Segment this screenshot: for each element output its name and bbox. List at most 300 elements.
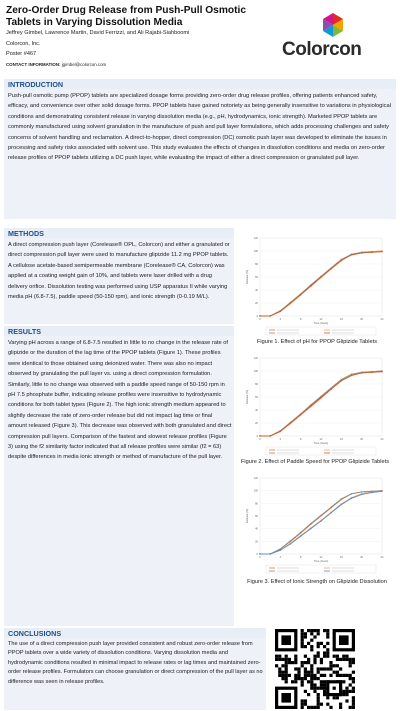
x-axis-label: Time (hours)	[313, 322, 329, 325]
qr-module	[323, 690, 326, 693]
results-text: Varying pH across a range of 6.8-7.5 resulted in little to no change in the release rate of glipizide or the duration of the lag time of the PPOP tablets (Figure 1). These profiles were identical to those obtained using deionized water. There was also no impact observed by granulating the pull layer vs. using a direct compression formulation. Similarly, little to no change was observed with a paddle speed range of 50-150 rpm in pH 7.5 phosphate buffer, indicating release profiles were insensitive to hydrodynamic conditions for both tablet types (Figure 2). The high ionic strength medium appeared to slightly decrease the rate of zero-order release but did not impact lag time or final amount released (Figure 3). This decrease was observed with both granulated and direct compression pull layers. Comparison of the fastest and slowest release profiles (Figure 3) using the f2 similarity factor indicated that all release profiles were similar (f2 = 63) despite differences in media ionic strength or method of manufacture of the pull layer.	[8, 340, 232, 461]
qr-module	[339, 658, 342, 661]
y-tick-label: 60	[255, 276, 258, 279]
y-tick-label: 40	[255, 409, 258, 412]
x-tick-label: 16	[339, 556, 343, 559]
qr-module	[281, 677, 284, 680]
qr-module	[336, 671, 339, 674]
data-point	[300, 532, 301, 533]
data-point	[300, 294, 301, 295]
qr-module	[349, 677, 352, 680]
authors: Jeffrey Gimbel, Lawrence Martin, David Ferrizzi, and Ali Rajabi-Siahboomi	[6, 30, 190, 36]
data-point	[256, 435, 260, 438]
qr-module	[323, 687, 326, 690]
qr-module	[307, 671, 310, 674]
conclusions-text: The use of a direct compression push layer provided consistent and robust zero-order release from PPOP tablets over a wide variety of dissolution conditions. Varying dissolution media and hydrodynamic conditions resulted in minimal impact to release rates or lag times and maintained zero-order release profiles. Formulators can choose granulation or direct compression of the pull layer as no difference was seen in release profiles.	[8, 641, 263, 685]
qr-module	[323, 655, 326, 658]
qr-module	[323, 680, 326, 683]
qr-module	[317, 642, 320, 645]
figure-3-chart	[240, 470, 396, 578]
data-point	[330, 389, 331, 390]
data-point	[351, 374, 352, 375]
poster-number: Poster #467	[6, 51, 37, 57]
qr-module	[294, 677, 297, 680]
qr-module	[313, 661, 316, 664]
qr-module	[313, 674, 316, 677]
qr-module	[320, 658, 323, 661]
data-point	[280, 311, 281, 312]
data-point	[361, 494, 362, 495]
methods-heading: METHODS	[8, 229, 44, 238]
qr-module	[317, 693, 320, 696]
qr-module	[307, 661, 310, 664]
y-tick-label: 20	[255, 422, 258, 425]
data-point	[300, 414, 301, 415]
qr-module	[313, 658, 316, 661]
qr-module	[301, 635, 304, 638]
figure-2-caption: Figure 2. Effect of Paddle Speed for PPOP Glipizide Tablets	[240, 459, 389, 465]
qr-module	[310, 648, 313, 651]
y-tick-label: 0	[256, 315, 258, 318]
qr-module	[301, 699, 304, 702]
qr-module	[326, 696, 329, 699]
methods-heading-bar	[4, 228, 234, 238]
qr-module	[285, 680, 288, 683]
poster-header	[0, 0, 400, 78]
qr-module	[320, 667, 323, 670]
qr-module	[313, 677, 316, 680]
x-tick-label: 8	[299, 556, 302, 559]
y-tick-label: 100	[253, 370, 258, 373]
data-point	[269, 553, 270, 554]
qr-module	[304, 645, 307, 648]
x-tick-label: 4	[279, 438, 282, 441]
qr-module	[352, 703, 355, 706]
qr-module	[342, 674, 345, 677]
qr-module	[297, 674, 300, 677]
qr-module	[317, 696, 320, 699]
y-axis-label: Release (%)	[246, 508, 249, 524]
data-point	[361, 372, 362, 373]
data-point	[269, 315, 270, 316]
x-tick-label: 24	[380, 318, 384, 321]
x-tick-label: 20	[360, 318, 364, 321]
y-axis-label: Release (%)	[246, 389, 249, 405]
data-point	[371, 491, 372, 492]
qr-module	[285, 677, 288, 680]
qr-module	[310, 680, 313, 683]
qr-module	[313, 690, 316, 693]
y-tick-label: 100	[253, 489, 258, 493]
qr-module	[278, 671, 281, 674]
qr-module	[310, 645, 313, 648]
qr-module	[310, 683, 313, 686]
qr-module	[323, 645, 326, 648]
qr-module	[320, 703, 323, 706]
contact-label: CONTACT INFORMATION:	[6, 62, 61, 67]
conclusions-heading: CONCLUSIONS	[8, 629, 62, 638]
qr-module	[288, 661, 291, 664]
contact-info	[6, 62, 106, 67]
qr-module	[317, 629, 320, 632]
qr-module	[304, 671, 307, 674]
qr-module	[285, 655, 288, 658]
data-point	[341, 504, 342, 505]
qr-module	[285, 661, 288, 664]
qr-module	[301, 664, 304, 667]
qr-module	[307, 674, 310, 677]
y-tick-label: 120	[253, 477, 258, 480]
data-point	[256, 315, 260, 318]
qr-module	[307, 642, 310, 645]
conclusions-heading-bar	[4, 628, 266, 638]
qr-module	[342, 658, 345, 661]
qr-module	[294, 655, 297, 658]
qr-module	[349, 664, 352, 667]
qr-module	[326, 629, 329, 632]
x-tick-label: 24	[380, 438, 384, 441]
y-tick-label: 0	[256, 435, 258, 438]
qr-module	[278, 655, 281, 658]
qr-module	[291, 661, 294, 664]
qr-module	[342, 693, 345, 696]
qr-module	[352, 671, 355, 674]
data-point	[310, 528, 311, 529]
qr-module	[313, 629, 316, 632]
qr-module	[297, 671, 300, 674]
qr-module	[329, 674, 332, 677]
figure-3	[240, 470, 396, 578]
qr-module	[301, 632, 304, 635]
data-point	[330, 506, 331, 507]
qr-module	[288, 658, 291, 661]
data-point	[341, 259, 342, 260]
introduction-text: Push-pull osmotic pump (PPOP) tablets are specialized dosage forms providing zero-order drug release profiles, offering patients enhanced safety, efficacy, and convenience over other solid dosage forms. PPOP tablets have gained notoriety as being generally insensitive to variations in physiological conditions and demonstrating consistent release in varying dissolution media (e.g., pH, hydrodynamics, ionic strength). Marketed PPOP tablets are commonly manufactured using solvent granulation in the manufacture of push and pull layer formulations, which adds processing challenges and safety concerns of solvent handling and reclamation. A direct-to-hopper, direct compression (DC) osmotic push layer was developed to eliminate the issues in processing and safety risks associated with solvent use. This study evaluates the effects of changes in dissolution conditions and media on zero-order release profiles of PPOP tablets utilizing a DC push layer, while evaluating the impact of either a direct compression or granulated pull layer.	[8, 93, 391, 162]
qr-module	[275, 658, 278, 661]
qr-module	[317, 677, 320, 680]
qr-module	[317, 655, 320, 658]
legend-box	[266, 447, 376, 455]
qr-module	[301, 677, 304, 680]
data-point	[280, 431, 281, 432]
introduction-heading: INTRODUCTION	[8, 80, 64, 89]
qr-module	[336, 664, 339, 667]
qr-module	[310, 667, 313, 670]
results-heading: RESULTS	[8, 327, 42, 336]
qr-module	[313, 635, 316, 638]
x-tick-label: 8	[299, 438, 302, 441]
figure-1	[240, 230, 396, 340]
qr-module	[304, 703, 307, 706]
qr-module	[345, 655, 348, 658]
qr-module	[326, 651, 329, 654]
qr-module	[301, 645, 304, 648]
qr-module	[317, 703, 320, 706]
y-tick-label: 80	[255, 383, 258, 386]
qr-module	[301, 683, 304, 686]
methods-text: A direct compression push layer (Corelease® OPL, Colorcon) and either a granulated or direct compression pull layer were used to manufacture glipizide 11.2 mg PPOP tablets. A cellulose acetate-based semipermeable membrane (Corelease® CA, Colorcon) was applied at a coating weight gain of 10%, and tablets were laser drilled with a drug delivery orifice. Dissolution testing was performed using USP apparatus II while varying media pH (6.8-7.5), paddle speed (50-150 rpm), and ionic strength (0-0.19 M/L).	[8, 242, 230, 301]
data-point	[320, 515, 321, 516]
y-tick-label: 120	[253, 237, 258, 240]
qr-module	[339, 706, 342, 709]
qr-module	[320, 683, 323, 686]
qr-module	[313, 706, 316, 709]
qr-module	[310, 687, 313, 690]
legend-box	[266, 565, 376, 573]
qr-module	[304, 677, 307, 680]
x-tick-label: 8	[299, 318, 302, 321]
x-tick-label: 12	[319, 438, 323, 441]
qr-module	[301, 639, 304, 642]
qr-module	[339, 703, 342, 706]
data-point	[341, 380, 342, 381]
data-point	[341, 379, 342, 380]
qr-module	[317, 651, 320, 654]
y-tick-label: 120	[253, 357, 258, 360]
qr-module	[275, 655, 278, 658]
data-point	[381, 251, 382, 252]
x-tick-label: 0	[259, 556, 261, 559]
qr-module	[323, 693, 326, 696]
qr-module	[323, 651, 326, 654]
data-point	[256, 553, 260, 556]
qr-module	[307, 693, 310, 696]
y-tick-label: 60	[255, 396, 258, 399]
qr-module	[329, 661, 332, 664]
qr-module	[320, 674, 323, 677]
data-point	[290, 422, 291, 423]
y-tick-label: 100	[253, 250, 258, 253]
qr-module	[281, 664, 284, 667]
qr-module	[285, 664, 288, 667]
qr-module	[317, 699, 320, 702]
qr-module	[333, 664, 336, 667]
data-point	[371, 372, 372, 373]
data-point	[330, 512, 331, 513]
qr-module	[326, 667, 329, 670]
qr-module	[345, 690, 348, 693]
y-tick-label: 40	[255, 289, 258, 292]
qr-module	[301, 703, 304, 706]
data-point	[320, 276, 321, 277]
qr-module	[317, 706, 320, 709]
qr-module	[352, 661, 355, 664]
qr-module	[278, 667, 281, 670]
data-point	[371, 252, 372, 253]
data-point	[280, 550, 281, 551]
qr-finder-core	[281, 635, 291, 645]
qr-module	[291, 680, 294, 683]
qr-module	[294, 658, 297, 661]
qr-module	[352, 658, 355, 661]
data-point	[330, 268, 331, 269]
qr-module	[333, 671, 336, 674]
qr-module	[310, 706, 313, 709]
qr-module	[345, 699, 348, 702]
qr-module	[285, 667, 288, 670]
data-point	[381, 371, 382, 372]
qr-module	[349, 706, 352, 709]
x-tick-label: 16	[339, 318, 343, 321]
qr-module	[323, 683, 326, 686]
qr-module	[310, 639, 313, 642]
data-point	[320, 520, 321, 521]
qr-module	[320, 687, 323, 690]
x-tick-label: 16	[339, 438, 343, 441]
figure-1-chart	[240, 230, 396, 340]
qr-module	[352, 706, 355, 709]
data-point	[320, 397, 321, 398]
contact-email[interactable]: jgimbel@colorcon.com	[61, 62, 107, 67]
results-heading-bar	[4, 326, 234, 336]
qr-finder-core	[281, 693, 291, 703]
x-tick-label: 24	[380, 556, 384, 559]
data-point	[351, 375, 352, 376]
qr-module	[320, 680, 323, 683]
x-tick-label: 4	[279, 318, 282, 321]
qr-module	[307, 629, 310, 632]
qr-module	[326, 648, 329, 651]
poster-title: Zero-Order Drug Release from Push-Pull Osmotic Tablets in Varying Dissolution Media	[6, 5, 247, 28]
figure-3-caption: Figure 3. Effect of Ionic Strength on Glipizide Dissolution	[247, 579, 387, 585]
y-tick-label: 20	[255, 302, 258, 305]
figure-2	[240, 350, 396, 460]
y-tick-label: 80	[255, 502, 258, 506]
qr-module	[352, 680, 355, 683]
x-tick-label: 4	[279, 556, 282, 559]
qr-module	[326, 642, 329, 645]
data-point	[310, 405, 311, 406]
qr-module	[301, 661, 304, 664]
x-tick-label: 0	[259, 318, 261, 321]
qr-module	[278, 674, 281, 677]
x-axis-label: Time (hours)	[313, 442, 329, 445]
qr-module	[304, 632, 307, 635]
qr-module	[326, 632, 329, 635]
qr-module	[301, 642, 304, 645]
qr-module	[304, 699, 307, 702]
qr-module	[349, 683, 352, 686]
qr-module	[304, 661, 307, 664]
qr-module	[339, 674, 342, 677]
logo-text: Colorcon	[282, 39, 362, 60]
y-tick-label: 20	[255, 540, 258, 544]
data-point	[310, 523, 311, 524]
qr-align-core	[333, 687, 336, 690]
qr-module	[294, 667, 297, 670]
qr-module	[329, 706, 332, 709]
qr-module	[333, 696, 336, 699]
qr-module	[349, 690, 352, 693]
qr-module	[352, 690, 355, 693]
x-axis-label: Time (hours)	[313, 560, 329, 563]
qr-module	[345, 674, 348, 677]
data-point	[269, 435, 270, 436]
data-point	[381, 491, 382, 492]
qr-module	[336, 655, 339, 658]
data-point	[290, 540, 291, 541]
qr-module	[281, 674, 284, 677]
qr-finder-core	[339, 635, 349, 645]
data-point	[310, 285, 311, 286]
colorcon-logo-icon	[318, 11, 348, 41]
qr-module	[294, 674, 297, 677]
y-tick-label: 80	[255, 263, 258, 266]
y-axis-label: Release (%)	[246, 269, 249, 285]
qr-module	[336, 696, 339, 699]
qr-module	[352, 696, 355, 699]
qr-module	[310, 632, 313, 635]
qr-module	[304, 667, 307, 670]
qr-module	[320, 642, 323, 645]
qr-module	[352, 677, 355, 680]
qr-module	[323, 667, 326, 670]
qr-module	[329, 664, 332, 667]
qr-module	[317, 632, 320, 635]
x-tick-label: 12	[319, 318, 323, 321]
qr-module	[317, 687, 320, 690]
qr-module	[294, 680, 297, 683]
qr-module	[304, 655, 307, 658]
qr-module	[333, 655, 336, 658]
qr-module	[310, 671, 313, 674]
qr-module	[288, 674, 291, 677]
qr-module	[313, 655, 316, 658]
qr-module	[275, 664, 278, 667]
qr-module	[278, 658, 281, 661]
y-tick-label: 40	[255, 527, 258, 531]
qr-module	[304, 635, 307, 638]
qr-module	[285, 658, 288, 661]
qr-module	[339, 667, 342, 670]
qr-module	[349, 674, 352, 677]
qr-module	[313, 683, 316, 686]
qr-module	[281, 658, 284, 661]
data-point	[361, 252, 362, 253]
qr-module	[294, 661, 297, 664]
qr-module	[301, 706, 304, 709]
qr-module	[336, 674, 339, 677]
qr-module	[310, 677, 313, 680]
figure-2-chart	[240, 350, 396, 460]
x-tick-label: 20	[360, 556, 364, 559]
qr-module	[329, 667, 332, 670]
x-tick-label: 20	[360, 438, 364, 441]
qr-module	[310, 674, 313, 677]
data-point	[371, 492, 372, 493]
qr-code-icon[interactable]	[275, 629, 355, 709]
data-point	[351, 493, 352, 494]
qr-module	[313, 687, 316, 690]
qr-module	[310, 664, 313, 667]
qr-module	[352, 699, 355, 702]
data-point	[351, 498, 352, 499]
qr-module	[285, 671, 288, 674]
qr-module	[317, 645, 320, 648]
legend-box	[266, 327, 376, 335]
qr-module	[345, 687, 348, 690]
figure-1-caption: Figure 1. Effect of pH for PPOP Glipizide Tablets	[256, 339, 377, 345]
data-point	[341, 498, 342, 499]
qr-module	[307, 658, 310, 661]
qr-module	[342, 680, 345, 683]
y-tick-label: 0	[256, 553, 258, 556]
qr-module	[301, 680, 304, 683]
qr-module	[317, 667, 320, 670]
qr-module	[307, 680, 310, 683]
company: Colorcon, Inc.	[6, 41, 41, 47]
qr-module	[349, 661, 352, 664]
